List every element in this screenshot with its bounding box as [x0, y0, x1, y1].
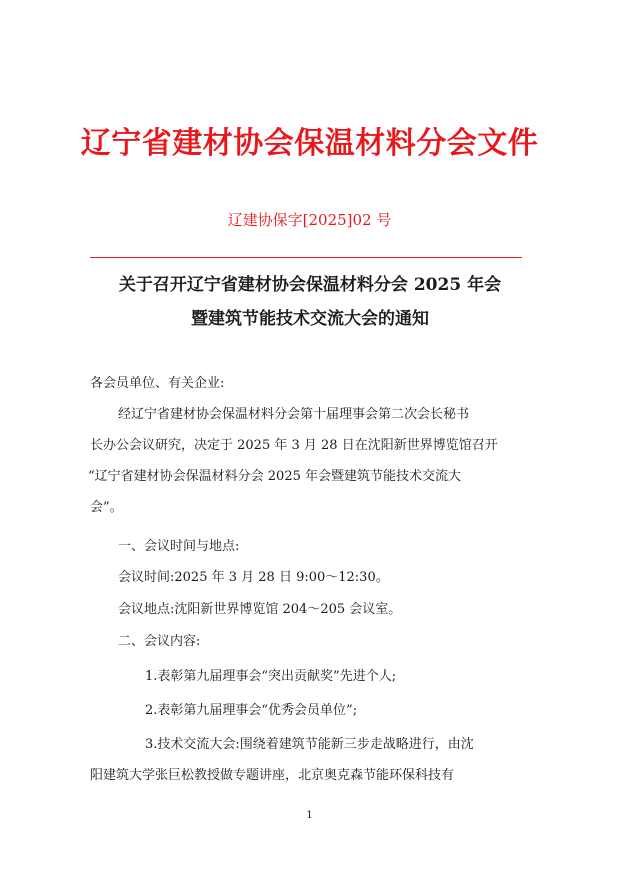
section-1-heading: 一、会议时间与地点:	[118, 539, 240, 554]
content-item-1: 1.表彰第九届理事会“突出贡献奖”先进个人;	[145, 669, 397, 684]
meeting-place: 会议地点:沈阳新世界博览馆 204～205 会议室。	[118, 602, 402, 617]
meeting-time: 会议时间:2025 年 3 月 28 日 9:00～12:30。	[118, 570, 389, 585]
intro-paragraph-line-3: “辽宁省建材协会保温材料分会 2025 年会暨建筑节能技术交流大	[88, 469, 461, 484]
notice-title-line-2: 暨建筑节能技术交流大会的通知	[191, 309, 429, 329]
salutation: 各会员单位、有关企业:	[90, 376, 225, 391]
organization-title: 辽宁省建材协会保温材料分会文件	[80, 126, 539, 161]
content-item-2: 2.表彰第九届理事会“优秀会员单位”;	[145, 703, 358, 718]
notice-title	[60, 268, 560, 336]
intro-paragraph-line-1: 经辽宁省建材协会保温材料分会第十届理事会第二次会长秘书	[118, 407, 470, 422]
section-2-heading: 二、会议内容:	[118, 634, 201, 649]
notice-title-line-1: 关于召开辽宁省建材协会保温材料分会 2025 年会	[118, 275, 502, 295]
content-item-3-line-2: 阳建筑大学张巨松教授做专题讲座，北京奥克森节能环保科技有	[90, 768, 455, 783]
intro-paragraph-line-4: 会”。	[90, 500, 123, 515]
intro-paragraph-line-2: 长办公会议研究，决定于 2025 年 3 月 28 日在沈阳新世界博览馆召开	[90, 438, 498, 453]
red-divider	[90, 257, 522, 258]
page-number: 1	[306, 810, 313, 821]
content-item-3-line-1: 3.技术交流大会:围绕着建筑节能新三步走战略进行，由沈	[145, 737, 474, 752]
document-number: 辽建协保字[2025]02 号	[227, 211, 392, 229]
